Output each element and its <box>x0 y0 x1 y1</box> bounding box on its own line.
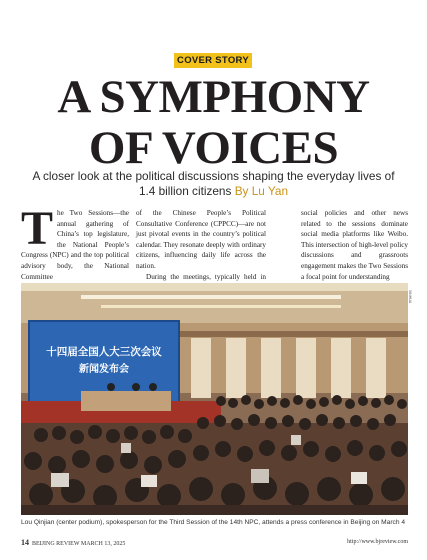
photo-caption: Lou Qinjian (center podium), spokesperson for the Third Session of the 14th NPC, attends a press conference in Beijing on March 4 <box>21 519 405 526</box>
column-2-paragraph-2: During the meetings, typically held in <box>146 272 266 281</box>
press-conference-photo <box>21 283 408 515</box>
photo-credit: XINHUA <box>408 290 412 304</box>
backdrop-subtitle: 新闻发布会 <box>79 364 129 375</box>
column-2-paragraph-1: of the Chinese People’s Political Consultative Conference (CPPCC)—are not just pivotal events in the country’s political calendar. They resonate deeply with ordinary citizens, influencing daily life across the nation. <box>136 209 266 270</box>
website-url[interactable]: http://www.bjreview.com <box>347 539 408 545</box>
subtitle-text: A closer look at the political discussions shaping the everyday lives of 1.4 billion citizens <box>32 169 395 198</box>
section-tag: COVER STORY <box>174 53 252 68</box>
column-1-text: he Two Sessions—the annual gathering of China’s top legislature, the National People’s Congress (NPC) and the top political advisory body, the National Committee <box>21 209 129 281</box>
body-column-3: social policies and other news related to the sessions dominate social media platforms like Weibo. This intersection of high-level policy discussions and grassroots engagement makes the Two Sessions a focal point for understanding <box>301 209 408 281</box>
drop-cap: T <box>21 202 54 255</box>
headline-line-2: OF VOICES <box>88 122 339 174</box>
body-column-1 <box>21 202 129 282</box>
page-number: 14 <box>21 538 29 547</box>
subtitle <box>30 169 397 199</box>
publication-line: BEIJING REVIEW MARCH 13, 2025 <box>32 541 126 547</box>
press-conference-scene <box>21 283 408 515</box>
page-footer <box>21 538 408 548</box>
byline: By Lu Yan <box>234 184 289 198</box>
podium-table <box>81 391 171 411</box>
footer-left <box>21 538 125 547</box>
headline-line-1: A SYMPHONY <box>57 71 370 123</box>
backdrop-title: 十四届全国人大三次会议 <box>46 346 162 358</box>
